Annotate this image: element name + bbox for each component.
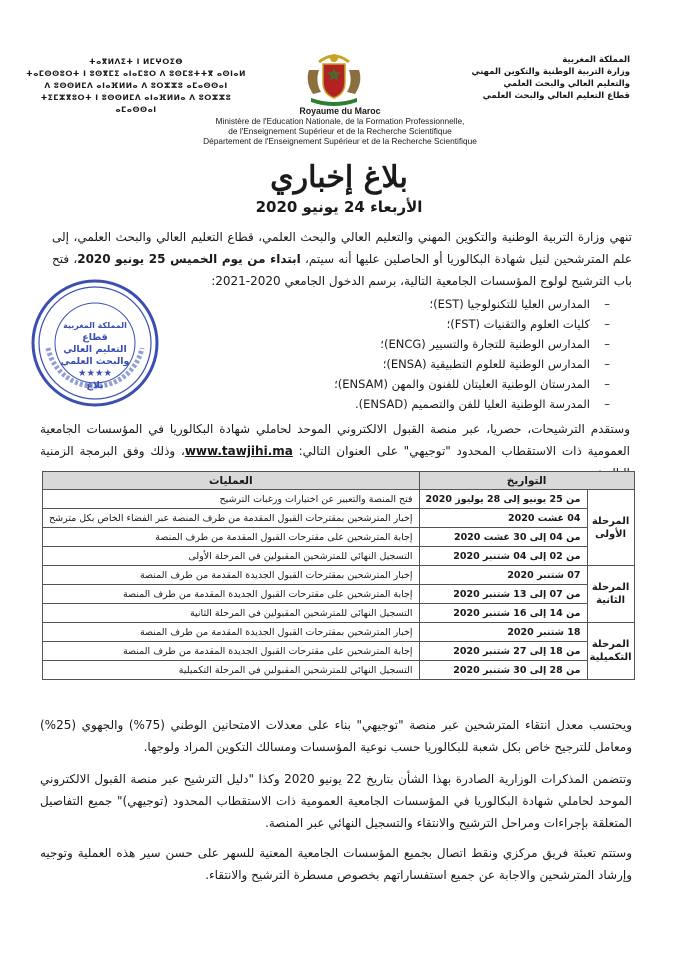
tifinagh-line-2: ⵜⴰⵎⵙⵙⵓⵔⵜ ⵏ ⵓⵙⴳⵎⵉ ⴰⵏⴰⵎⵓⵔ ⴷ ⵓⵙⵎⵓⵜⵜⴳ ⴰⵙⵏⴰⵍ — [26, 69, 246, 78]
row-operation: التسجيل النهائي للمترشحين المقبولين في المرحلة التكميلية — [43, 661, 420, 680]
arabic-line-ministry-2: والتعليم العالي والبحث العلمي — [503, 79, 630, 89]
announcement-date: الأربعاء 24 يونيو 2020 — [255, 198, 423, 216]
arabic-line-kingdom: المملكة المغربية — [562, 55, 630, 65]
header-dates: التواريخ — [419, 472, 634, 490]
row-operation: إجابة المترشحين على مقترحات القبول الجديدة المقدمة من طرف المنصة — [43, 585, 420, 604]
header-operations: العمليات — [43, 472, 420, 490]
stamp-line: قطاع — [82, 332, 108, 343]
table-row — [43, 509, 635, 528]
row-operation: إخبار المترشحين بمقترحات القبول الجديدة المقدمة من طرف المنصة — [43, 566, 420, 585]
intro-text-end: ، فتح باب الترشيح لولوج المؤسسات الجامعية التالية، برسم الدخول الجامعي 2020-2021: — [52, 252, 632, 288]
intro-start-date: ابتداء من يوم الخميس 25 يونيو 2020 — [77, 252, 301, 266]
stage-label: المرحلة الأولى — [587, 490, 634, 566]
letterhead — [0, 0, 678, 150]
arabic-line-department: قطاع التعليم العالي والبحث العلمي — [482, 91, 630, 101]
row-operation: التسجيل النهائي للمترشحين المقبولين في المرحلة الثانية — [43, 604, 420, 623]
row-operation: إجابة المترشحين على مقترحات القبول المقدمة من طرف المنصة — [43, 528, 420, 547]
row-date: من 18 إلى 27 شتنبر 2020 — [419, 642, 587, 661]
tifinagh-line-3: ⴷ ⵓⵙⵙⵍⵎⴷ ⴰⵏⴰⴼⵍⵍⴰ ⴷ ⵓⵔⵣⵣⵓ ⴰⵎⴰⵙⵙⴰⵏ — [44, 81, 228, 90]
french-line-kingdom: Royaume du Maroc — [299, 106, 381, 116]
table-row — [43, 490, 635, 509]
row-operation: إخبار المترشحين بمقترحات القبول الجديدة المقدمة من طرف المنصة — [43, 623, 420, 642]
french-line-ministry: Ministère de l'Education Nationale, de la Formation Professionnelle, — [215, 116, 465, 126]
stamp-line: التعليم العالي — [63, 344, 127, 355]
table-row — [43, 528, 635, 547]
list-item: – كليات العلوم والتقنيات (FST)؛ — [250, 314, 610, 334]
row-operation: إجابة المترشحين على مقترحات القبول الجديدة المقدمة من طرف المنصة — [43, 642, 420, 661]
arabic-letterhead — [430, 54, 630, 102]
table-row — [43, 566, 635, 585]
stamp-text — [60, 320, 130, 392]
tifinagh-line-1: ⵜⴰⴳⵍⴷⵉⵜ ⵏ ⵍⵎⵖⵔⵉⴱ — [89, 57, 183, 66]
tifinagh-line-4: ⵜⵉⵎⵣⴳⵓⵔⵜ ⵏ ⵓⵙⵙⵍⵎⴷ ⴰⵏⴰⴼⵍⵍⴰ ⴷ ⵓⵔⵣⵣⵓ ⴰⵎⴰⵙⵙⴰⵏ — [40, 93, 232, 114]
list-item: – المدرسة الوطنية العليا للفن والتصميم (ENSAD). — [250, 394, 610, 414]
stage-label: المرحلة التكميلية — [587, 623, 634, 680]
institutions-list — [250, 294, 610, 414]
row-date: من 04 إلى 30 غشت 2020 — [419, 528, 587, 547]
selection-paragraph: ويحتسب معدل انتقاء المترشحين عبر منصة "توجيهي" بناء على معدلات الامتحانين الوطني (75%) والجهوي (25%) ومعامل للترجيح خاص بكل شعبة للبكالوريا حسب نوعية المؤسسات ومسالك التكوين المراد ولوجها. — [40, 718, 632, 754]
platform-text-tail: ، وذلك وفق البرمجة الزمنية — [40, 444, 185, 458]
memo-paragraph: وتتضمن المذكرات الوزارية الصادرة بهذا الشأن بتاريخ 22 يونيو 2020 وكذا "دليل الترشيح عبر منصة القبول الالكتروني الموحد لحاملي شهادة البكالوريا في المؤسسات الجامعية العمومية ذات الاستقطاب المحدود (توجيهي)" جميع التفاصيل المتعلقة بإجراءات ومراحل الترشيح والانتقاء والتسجيل النهائي عبر المنصة. — [40, 772, 632, 830]
schedule-table — [42, 471, 635, 680]
row-date: من 28 إلى 30 شتنبر 2020 — [419, 661, 587, 680]
french-line-department: Département de l'Enseignement Supérieur et de la Recherche Scientifique — [203, 136, 477, 146]
table-row — [43, 642, 635, 661]
row-date: من 02 إلى 04 شتنبر 2020 — [419, 547, 587, 566]
row-operation: فتح المنصة والتعبير عن اختيارات ورغبات الترشيح — [43, 490, 420, 509]
stamp-line: ★★★★ — [77, 368, 113, 379]
page-title: بلاغ إخباري — [270, 160, 408, 195]
table-row — [43, 604, 635, 623]
stamp-line: المملكة المغربية — [63, 321, 127, 330]
list-item: – المدارس الوطنية للتجارة والتسيير (ENCG)؛ — [250, 334, 610, 354]
team-paragraph: وستتم تعبئة فريق مركزي ونقط اتصال بجميع المؤسسات الجامعية المعنية للسهر على حسن سير هذه العملية وتوجيه وإرشاد المترشحين والاجابة عن جميع استفساراتهم بخصوص مسطرة الترشيح والانتقاء. — [40, 846, 632, 882]
row-operation: التسجيل النهائي للمترشحين المقبولين في المرحلة الأولى — [43, 547, 420, 566]
list-item: – المدارس العليا للتكنولوجيا (EST)؛ — [250, 294, 610, 314]
stage-label: المرحلة الثانية — [587, 566, 634, 623]
arabic-line-ministry: وزارة التربية الوطنية والتكوين المهني — [471, 67, 630, 77]
table-header-row — [43, 472, 635, 490]
table-row — [43, 547, 635, 566]
french-letterhead — [150, 106, 530, 146]
french-line-ministry-2: de l'Enseignement Supérieur et de la Recherche Scientifique — [228, 126, 452, 136]
row-date: 07 شتنبر 2020 — [419, 566, 587, 585]
table-row — [43, 623, 635, 642]
intro-text-start: تنهي وزارة التربية الوطنية والتكوين المهني والتعليم العالي والبحث العلمي، قطاع التعليم العالي والبحث العلمي، إلى علم المترشحين لنيل شهادة البكالوريا أو الحاصلين عليها أنه سيتم، — [52, 230, 633, 266]
table-row — [43, 585, 635, 604]
row-date: من 07 إلى 13 شتنبر 2020 — [419, 585, 587, 604]
row-date: من 14 إلى 16 شتنبر 2020 — [419, 604, 587, 623]
tawjihi-link[interactable]: www.tawjihi.ma — [184, 444, 293, 458]
stamp-line: والبحث العلمي — [60, 356, 130, 367]
row-date: من 25 يونيو إلى 28 يوليوز 2020 — [419, 490, 587, 509]
platform-text: وستقدم الترشيحات، حصريا، عبر منصة القبول الالكتروني الموحد لحاملي شهادة البكالوريا في المؤسسات الجامعية العمومية ذات الاستقطاب المحدود "توجيهي" على العنوان التالي: — [40, 422, 630, 458]
table-row — [43, 661, 635, 680]
list-item: – المدارس الوطنية للعلوم التطبيقية (ENSA)؛ — [250, 354, 610, 374]
row-date: 18 شتنبر 2020 — [419, 623, 587, 642]
row-operation: إخبار المترشحين بمقترحات القبول المقدمة من طرف المنصة عبر الفضاء الخاص بكل مترشح — [43, 509, 420, 528]
list-item: – المدرستان الوطنية العليتان للفنون والمهن (ENSAM)؛ — [250, 374, 610, 394]
row-date: 04 غشت 2020 — [419, 509, 587, 528]
stamp-line: بلاغ — [86, 380, 104, 391]
coat-of-arms-icon — [299, 52, 369, 106]
